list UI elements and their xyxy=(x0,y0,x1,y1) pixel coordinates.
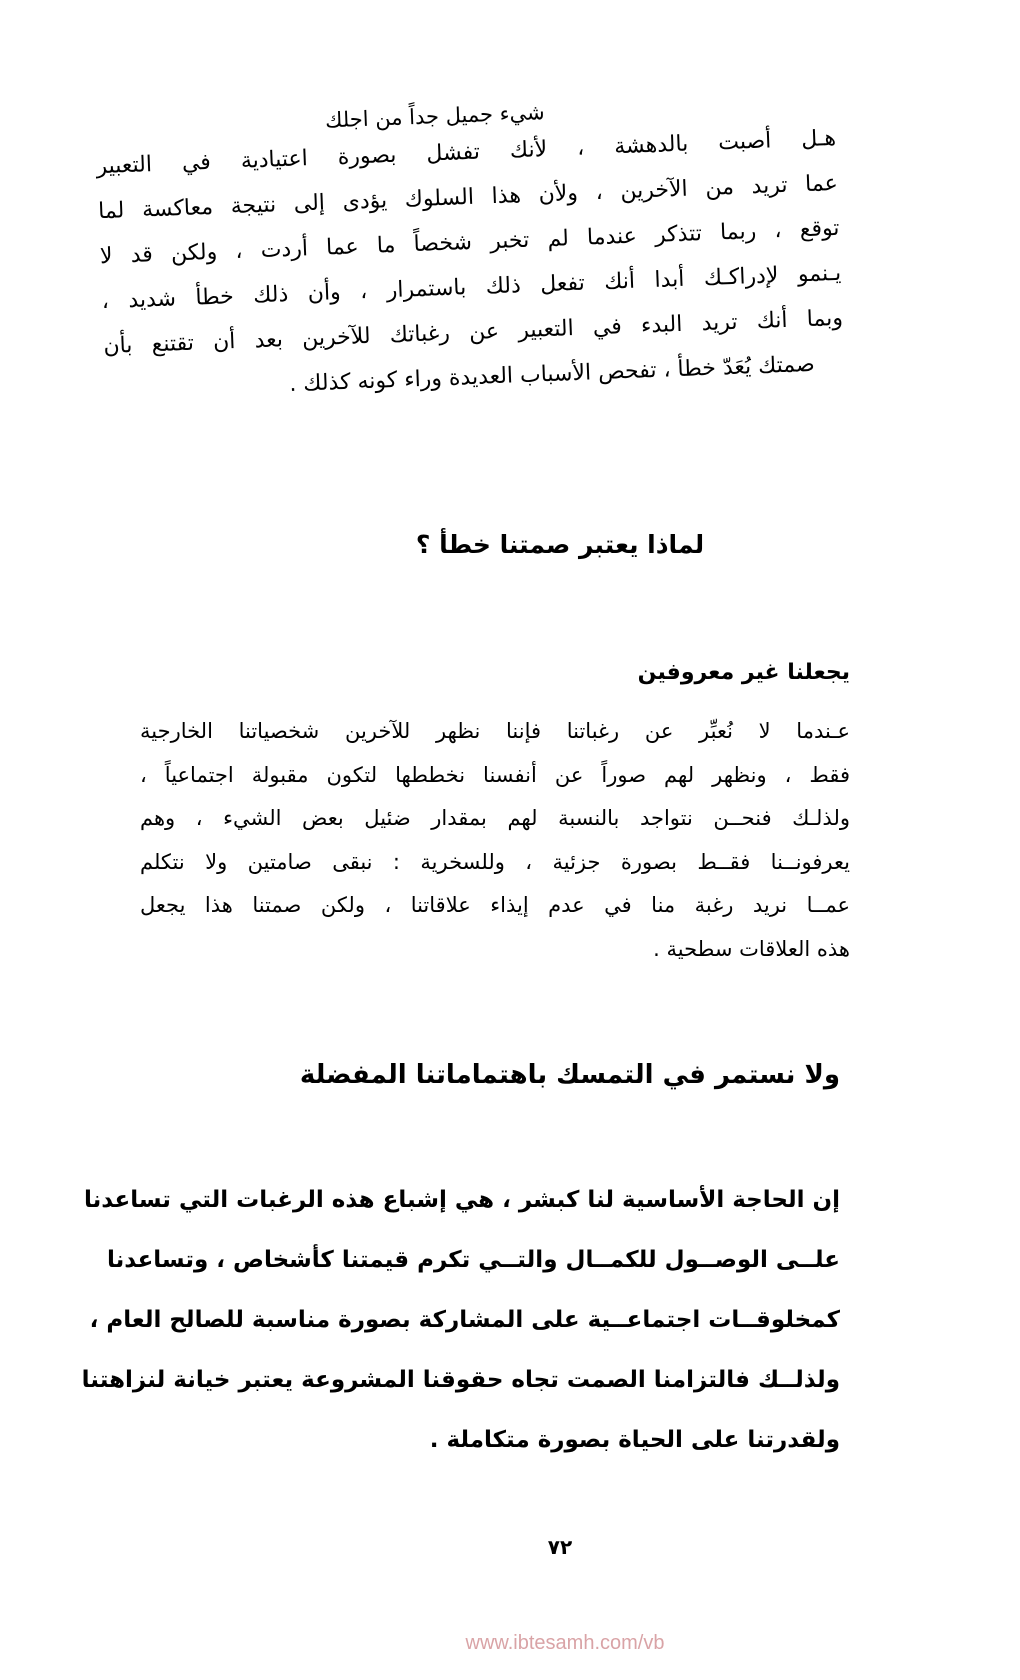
paragraph-line: يعرفونــنا فقــط بصورة جزئية ، وللسخرية : نبقى صامتين ولا نتكلم xyxy=(140,849,850,874)
intro-line: توقع ، ربما تتذكر عندما لم تخبر شخصاً ما عما أردت ، ولكن قد لا xyxy=(99,215,840,270)
subheading-unknown: يجعلنا غير معروفين xyxy=(637,660,850,685)
section-heading-why: لماذا يعتبر صمتنا خطأ ؟ xyxy=(415,530,705,559)
intro-line: يـنمو لإدراكـك أبدا أنك تفعل ذلك باستمرار ، وأن ذلك خطأ شديد ، xyxy=(101,260,842,315)
intro-title: شيء جميل جداً من اجلك xyxy=(324,100,546,133)
section-heading-favorites: ولا نستمر في التمسك باهتماماتنا المفضلة xyxy=(299,1060,840,1090)
paragraph-line: ولذلــك فالتزامنا الصمت تجاه حقوقنا المشروعة يعتبر خيانة لنزاهتنا xyxy=(81,1367,840,1393)
paragraph-line: عـندما لا نُعبِّر عن رغباتنا فإننا نظهر للآخرين شخصياتنا الخارجية xyxy=(140,719,850,743)
intro-line: صمتك يُعَدّ خطأ ، تفحص الأسباب العديدة وراء كونه كذلك . xyxy=(288,351,816,398)
paragraph-line: عمــا نريد رغبة منا في عدم إيذاء علاقاتنا ، ولكن صمتنا هذا يجعل xyxy=(140,893,850,917)
paragraph-line: ولذلـك فنحــن نتواجد بالنسبة لهم بمقدار ضئيل بعض الشيء ، وهم xyxy=(140,806,850,830)
watermark-url: www.ibtesamh.com/vb xyxy=(465,1632,665,1654)
intro-line: وبما أنك تريد البدء في التعبير عن رغباتك للآخرين بعد أن تقتنع بأن xyxy=(102,305,844,360)
intro-block xyxy=(95,86,846,414)
paragraph-line: علــى الوصــول للكمــال والتــي تكرم قيمتنا كأشخاص ، وتساعدنا xyxy=(107,1247,840,1273)
paragraph-line: فقط ، ونظهر لهم صوراً عن أنفسنا نخططها لتكون مقبولة اجتماعياً ، xyxy=(140,762,850,787)
paragraph-line: هذه العلاقات سطحية . xyxy=(653,936,850,961)
paragraph-line: كمخلوقــات اجتماعــية على المشاركة بصورة مناسبة للصالح العام ، xyxy=(89,1307,840,1333)
intro-line: هـل أصبت بالدهشة ، لأنك تفشل بصورة اعتيادية في التعبير xyxy=(96,125,837,180)
intro-line: عما تريد من الآخرين ، ولأن هذا السلوك يؤدى إلى نتيجة معاكسة لما xyxy=(97,170,839,225)
page-number: ٧٢ xyxy=(547,1535,573,1559)
paragraph-favorites xyxy=(81,1170,840,1470)
paragraph-line: ولقدرتنا على الحياة بصورة متكاملة . xyxy=(429,1427,840,1453)
paragraph-unknown xyxy=(140,710,850,971)
paragraph-line: إن الحاجة الأساسية لنا كبشر ، هي إشباع هذه الرغبات التي تساعدنا xyxy=(83,1187,840,1213)
